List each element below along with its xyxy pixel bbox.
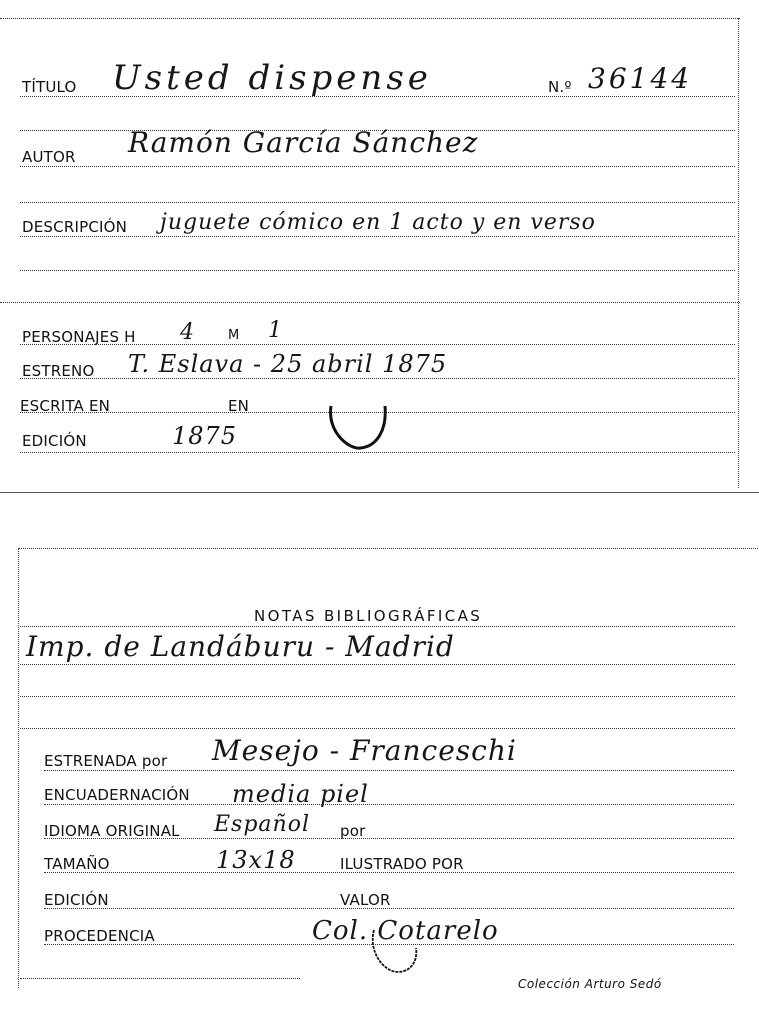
personajes-line	[20, 344, 735, 345]
estrenada-label: ESTRENADA por	[44, 752, 168, 770]
nota-2-line	[20, 696, 735, 697]
heading-line	[20, 626, 735, 627]
catalog-card-bottom	[0, 540, 759, 1028]
encuadernacion-value: media piel	[232, 780, 369, 808]
edicion-label: EDICIÓN	[22, 432, 87, 450]
top-border-line	[0, 18, 740, 19]
nota-3-line	[20, 728, 735, 729]
collection-credit: Colección Arturo Sedó	[518, 977, 662, 991]
edicion-bottom-label: EDICIÓN	[44, 891, 109, 909]
descripcion-label: DESCRIPCIÓN	[22, 218, 128, 236]
catalog-card-top	[0, 0, 759, 492]
edicion-line	[20, 452, 735, 453]
escrita-en-label: ESCRITA EN	[20, 397, 111, 415]
estrenada-value: Mesejo - Franceschi	[212, 734, 517, 767]
idioma-label: IDIOMA ORIGINAL	[44, 822, 180, 840]
personajes-m-value: 1	[268, 318, 283, 343]
numero-label: N.º	[548, 78, 572, 96]
line-6	[20, 270, 735, 271]
idioma-line	[44, 838, 734, 839]
idioma-por-label: por	[340, 822, 366, 840]
bottom-left-border	[18, 548, 19, 988]
procedencia-label: PROCEDENCIA	[44, 927, 155, 945]
personajes-m-label: M	[228, 328, 240, 343]
encuadernacion-line	[44, 804, 734, 805]
estreno-label: ESTRENO	[22, 362, 95, 380]
escrita-en-en-label: EN	[228, 397, 250, 415]
procedencia-value: Col. Cotarelo	[312, 916, 499, 946]
autor-value: Ramón García Sánchez	[128, 126, 479, 159]
ilustrado-label: ILUSTRADO POR	[340, 855, 464, 873]
autor-line	[20, 166, 735, 167]
line-4	[20, 202, 735, 203]
titulo-label: TÍTULO	[22, 78, 77, 96]
estrenada-line	[44, 770, 734, 771]
line-7	[0, 302, 740, 303]
line-2	[20, 130, 735, 131]
personajes-label: PERSONAJES H	[22, 328, 136, 346]
encuadernacion-label: ENCUADERNACIÓN	[44, 786, 190, 804]
valor-label: VALOR	[340, 891, 391, 909]
nota-1-line	[20, 664, 735, 665]
bottom-top-border	[18, 548, 758, 549]
punch-hole-mark	[325, 402, 391, 452]
card-separator	[0, 492, 759, 493]
titulo-value: Usted dispense	[112, 58, 432, 98]
bottom-short-line	[20, 978, 300, 979]
tamano-line	[44, 872, 734, 873]
punch-hole-mark-bottom	[366, 928, 422, 978]
notas-heading: NOTAS BIBLIOGRÁFICAS	[254, 607, 483, 625]
numero-value: 36144	[588, 62, 693, 95]
nota-1: Imp. de Landáburu - Madrid	[26, 630, 455, 663]
idioma-value: Español	[214, 812, 310, 837]
edicion-bottom-line	[44, 908, 734, 909]
edicion-value: 1875	[172, 422, 238, 450]
tamano-value: 13x18	[216, 846, 296, 874]
descripcion-value: juguete cómico en 1 acto y en verso	[160, 210, 596, 235]
tamano-label: TAMAÑO	[44, 855, 110, 873]
titulo-line	[20, 96, 735, 97]
estreno-value: T. Eslava - 25 abril 1875	[128, 350, 448, 378]
estreno-line	[20, 378, 735, 379]
descripcion-line	[20, 236, 735, 237]
personajes-h-value: 4	[180, 320, 195, 345]
autor-label: AUTOR	[22, 148, 76, 166]
right-border-line	[738, 18, 739, 488]
